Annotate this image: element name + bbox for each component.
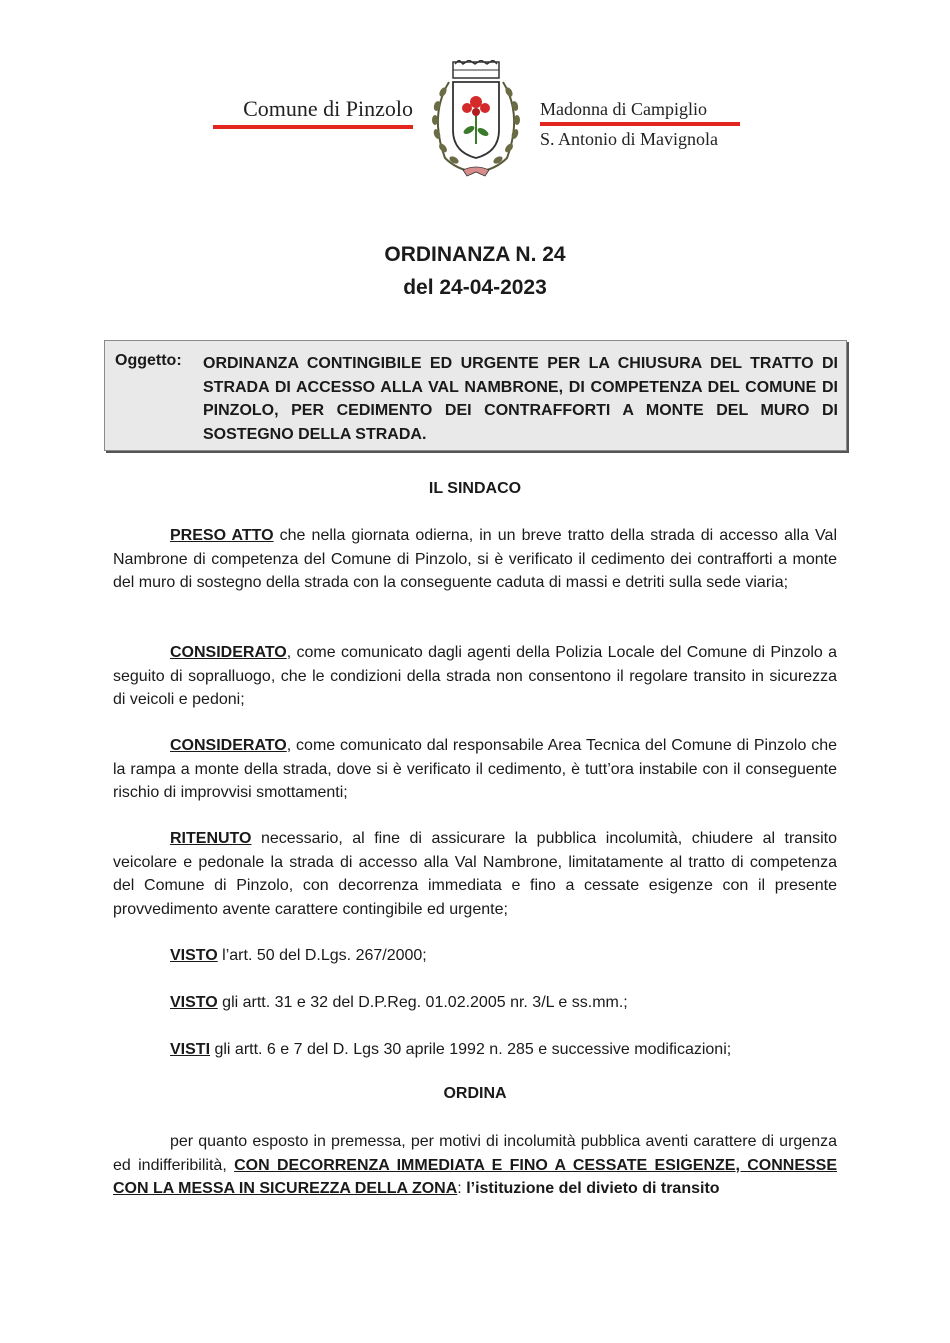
- paragraph-keyword: PRESO ATTO: [170, 527, 274, 544]
- paragraph-text: , come comunicato dal responsabile Area Tecnica del Comune di Pinzolo che la rampa a monte della strada, dove si è verificato il cedimento, è tutt’ora instabile con il conseguente rischio di improvvisi smottamenti;: [113, 737, 837, 801]
- paragraph-keyword: CONSIDERATO: [170, 737, 287, 754]
- subject-box: [104, 340, 847, 451]
- locality-campiglio: Madonna di Campiglio: [540, 99, 707, 119]
- paragraph-considerato-2: [113, 734, 837, 805]
- paragraph-ritenuto: [113, 827, 837, 921]
- paragraph-order: [113, 1130, 837, 1201]
- header-rule-right: [540, 122, 740, 126]
- header-left: [213, 96, 413, 129]
- heading-ordina: ORDINA: [443, 1085, 507, 1102]
- paragraph-text: gli artt. 6 e 7 del D. Lgs 30 aprile 1992 n. 285 e successive modificazioni;: [210, 1041, 732, 1058]
- paragraph-text: che nella giornata odierna, in un breve tratto della strada di accesso alla Val Nambrone di competenza del Comune di Pinzolo, si è verificato il cedimento dei contrafforti a monte del muro di sostegno della strada con la conseguente caduta di massi e detriti sulla sede viaria;: [113, 527, 837, 591]
- order-tail: l’istituzione del divieto di transito: [466, 1180, 720, 1197]
- header-right: [540, 99, 740, 150]
- ordinance-date: del 24-04-2023: [403, 276, 547, 299]
- locality-mavignola: S. Antonio di Mavignola: [540, 129, 719, 149]
- order-colon: :: [457, 1180, 467, 1197]
- heading-sindaco: IL SINDACO: [428, 480, 522, 497]
- subject-text: ORDINANZA CONTINGIBILE ED URGENTE PER LA CHIUSURA DEL TRATTO DI STRADA DI ACCESSO ALLA VAL NAMBRONE, DI COMPETENZA DEL COMUNE DI PINZOLO, PER CEDIMENTO DEI CONTRAFFORTI A MONTE DEL MURO DI SOSTEGNO DELLA STRADA.: [203, 355, 838, 443]
- paragraph-keyword: VISTO: [170, 994, 218, 1011]
- paragraph-keyword: RITENUTO: [170, 830, 252, 847]
- paragraph-preso-atto: [113, 524, 837, 595]
- coat-of-arms-icon: [423, 60, 529, 178]
- paragraph-text: l’art. 50 del D.Lgs. 267/2000;: [217, 947, 427, 964]
- paragraph-keyword: CONSIDERATO: [170, 644, 287, 661]
- header-rule-left: [213, 125, 413, 129]
- paragraph-text: necessario, al fine di assicurare la pubblica incolumità, chiudere al transito veicolare e pedonale la strada di accesso alla Val Nambrone, limitatamente al tratto di competenza del Comune di Pinzolo, con decorrenza immediata e fino a cessate esigenze con il presente provvedimento avente carattere contingibile ed urgente;: [113, 830, 837, 918]
- paragraph-visti: [113, 1038, 837, 1062]
- paragraph-text: gli artt. 31 e 32 del D.P.Reg. 01.02.2005 nr. 3/L e ss.mm.;: [217, 994, 628, 1011]
- ordinance-number: ORDINANZA N. 24: [384, 243, 566, 266]
- order-intro: per quanto esposto in premessa, per motivi di incolumità pubblica aventi carattere di urgenza ed indifferibilità,: [113, 1133, 837, 1174]
- order-emphasis: CON DECORRENZA IMMEDIATA E FINO A CESSATE ESIGENZE, CONNESSE CON LA MESSA IN SICUREZZA DELLA ZONA: [113, 1156, 838, 1197]
- paragraph-text: , come comunicato dagli agenti della Polizia Locale del Comune di Pinzolo a seguito di sopralluogo, che le condizioni della strada non consentono il regolare transito in sicurezza di veicoli e pedoni;: [113, 644, 837, 708]
- paragraph-visto-2: [113, 991, 837, 1015]
- subject-label: Oggetto:: [115, 352, 182, 369]
- paragraph-considerato-1: [113, 641, 837, 712]
- paragraph-visto-1: [113, 944, 837, 968]
- municipality-name: Comune di Pinzolo: [243, 96, 413, 121]
- paragraph-keyword: VISTI: [170, 1041, 211, 1058]
- paragraph-keyword: VISTO: [170, 947, 218, 964]
